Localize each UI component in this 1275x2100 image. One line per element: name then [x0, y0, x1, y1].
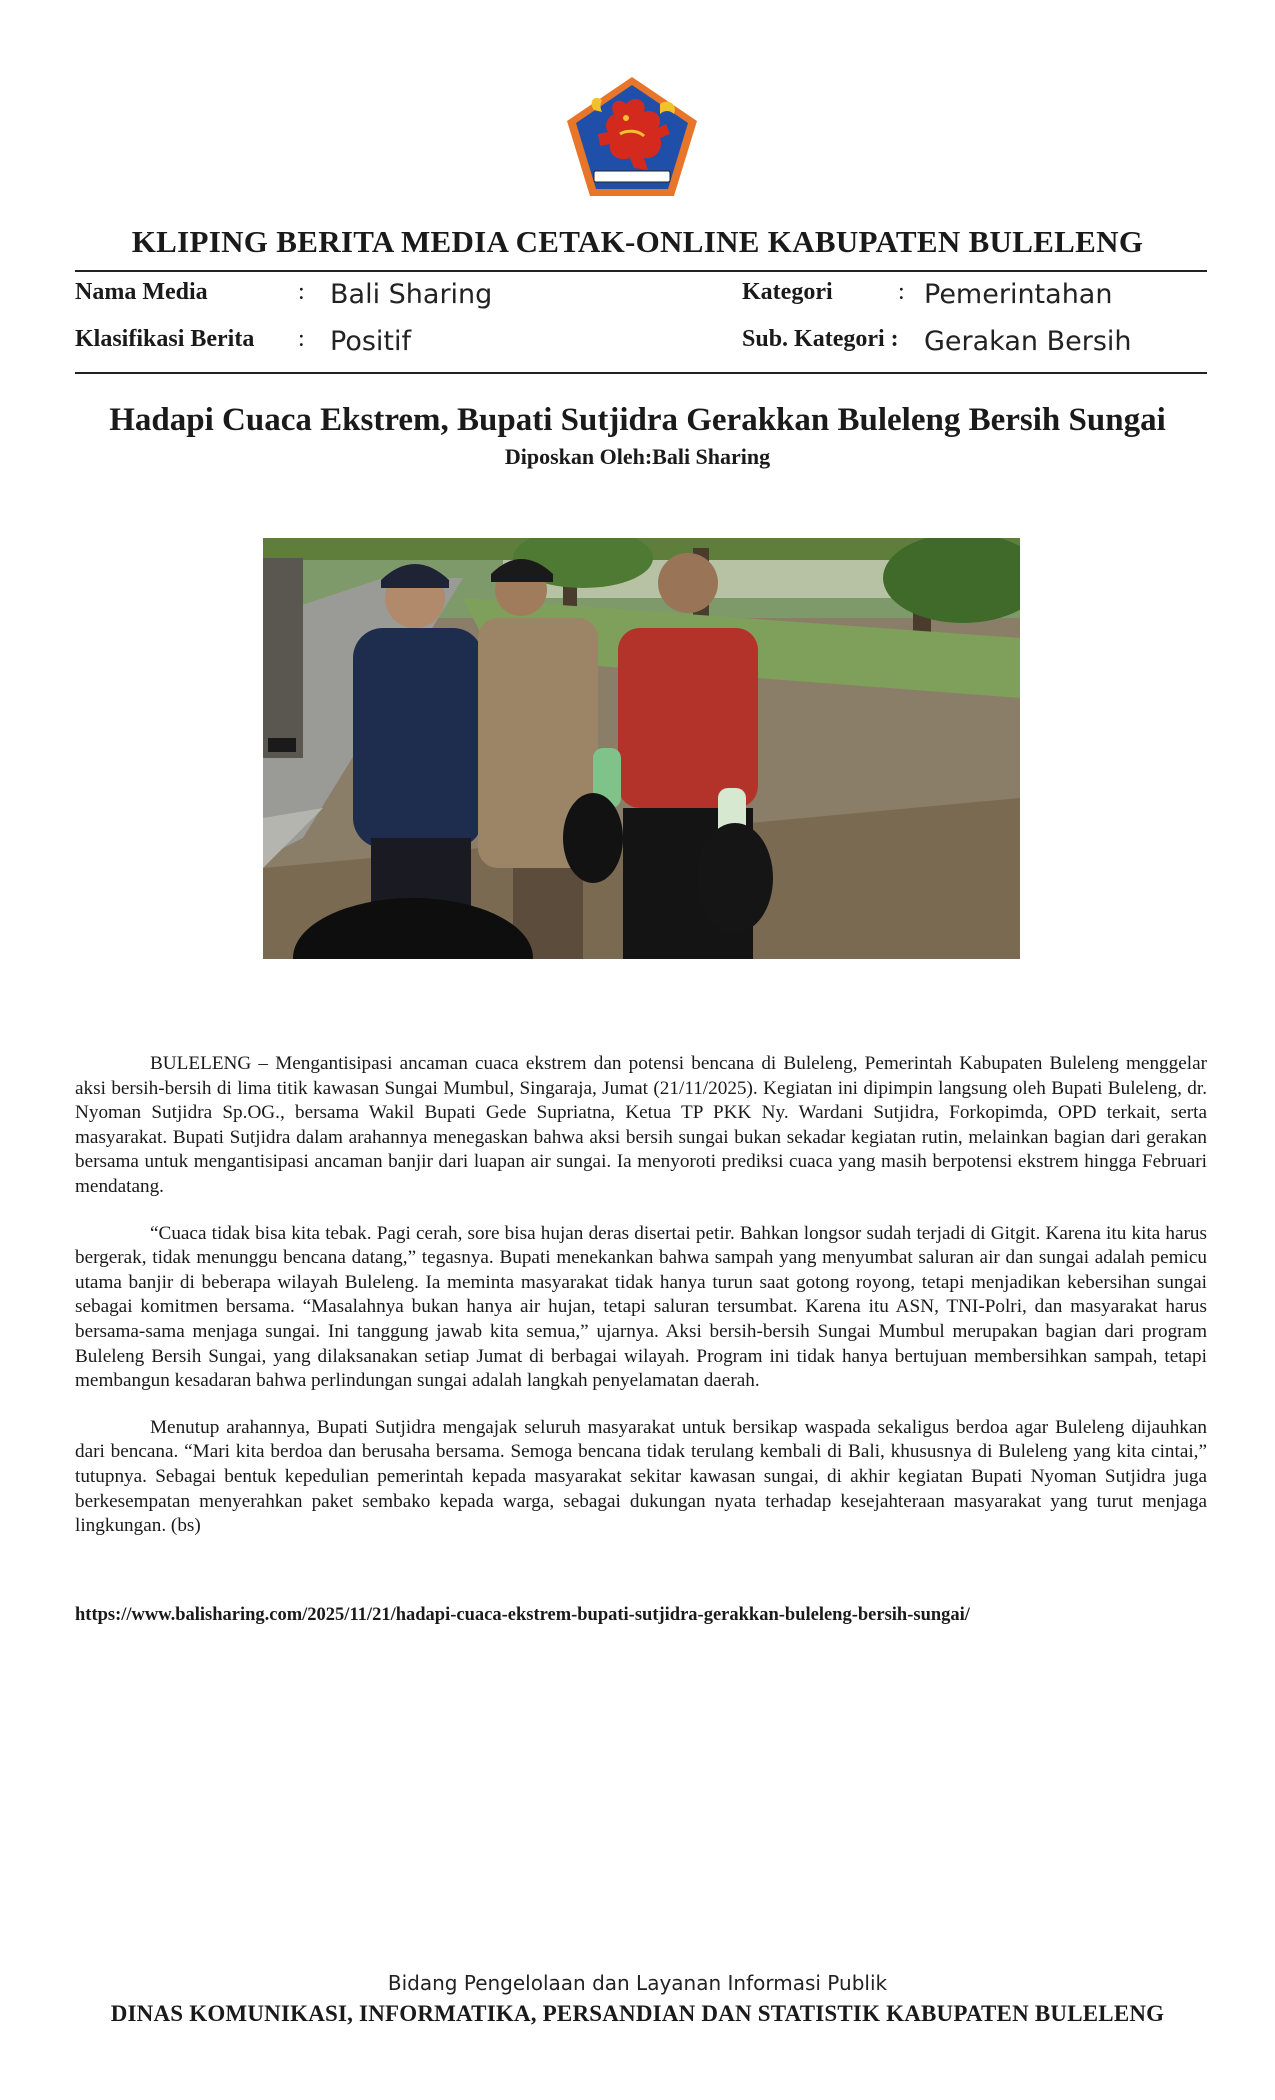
klasifikasi-colon: : — [298, 326, 305, 352]
klasifikasi-value: Positif — [330, 326, 411, 357]
header-title: KLIPING BERITA MEDIA CETAK-ONLINE KABUPATEN BULELENG — [131, 224, 1144, 259]
buleleng-emblem-logo — [564, 74, 700, 200]
article-paragraph: BULELENG – Mengantisipasi ancaman cuaca ekstrem dan potensi bencana di Buleleng, Pemerintah Kabupaten Buleleng menggelar aksi bersih-bersih di lima titik kawasan Sungai Mumbul, Singaraja, Jumat (21/11/2025). Kegiatan ini dipimpin langsung oleh Bupati Buleleng, dr. Nyoman Sutjidra Sp.OG., bersama Wakil Bupati Gede Supriatna, Ketua TP PKK Ny. Wardani Sutjidra, Forkopimda, OPD terkait, serta masyarakat. Bupati Sutjidra dalam arahannya menegaskan bahwa aksi bersih sungai bukan sekadar kegiatan rutin, melainkan bagian dari gerakan bersama untuk mengantisipasi ancaman banjir dari luapan air sungai. Ia menyoroti prediksi cuaca yang masih berpotensi ekstrem hingga Februari mendatang. — [75, 1053, 1207, 1197]
media-label: Nama Media — [75, 279, 208, 305]
media-value: Bali Sharing — [330, 279, 493, 310]
emblem-svg — [564, 74, 700, 200]
article-paragraph: Menutup arahannya, Bupati Sutjidra mengajak seluruh masyarakat untuk bersikap waspada sekaligus berdoa agar Buleleng dijauhkan dari bencana. “Mari kita berdoa dan berusaha bersama. Semoga bencana tidak terulang kembali di Bali, khususnya di Buleleng yang kita cintai,” tutupnya. Sebagai bentuk kepedulian pemerintah kepada masyarakat sekitar kawasan sungai, di akhir kegiatan Bupati Nyoman Sutjidra juga berkesempatan menyerahkan paket sembako kepada warga, sebagai dukungan nyata terhadap kesejahteraan masyarakat yang turut menjaga lingkungan. (bs) — [75, 1416, 1207, 1537]
kategori-colon: : — [898, 279, 905, 305]
kategori-label: Kategori — [742, 279, 833, 305]
footer-title: DINAS KOMUNIKASI, INFORMATIKA, PERSANDIAN DAN STATISTIK KABUPATEN BULELENG — [110, 2001, 1165, 2026]
subkategori-label: Sub. Kategori : — [742, 326, 899, 352]
bottom-divider — [75, 372, 1207, 374]
top-divider — [75, 270, 1207, 272]
footer-subtitle: Bidang Pengelolaan dan Layanan Informasi Publik — [387, 1971, 888, 1995]
klasifikasi-label: Klasifikasi Berita — [75, 326, 255, 352]
article-paragraph: “Cuaca tidak bisa kita tebak. Pagi cerah, sore bisa hujan deras disertai petir. Bahkan longsor sudah terjadi di Gitgit. Karena itu kita harus bergerak, tidak menunggu bencana datang,” tegasnya. Bupati menekankan bahwa sampah yang menyumbat saluran air dan sungai adalah pemicu utama banjir di beberapa wilayah Buleleng. Ia meminta masyarakat tidak hanya turun saat gotong royong, tetapi menjadikan kebersihan sungai sebagai komitmen bersama. “Masalahnya bukan hanya air hujan, tetapi saluran tersumbat. Karena itu ASN, TNI-Polri, dan masyarakat harus bersama-sama menjaga sungai. Ini tanggung jawab kita semua,” ujarnya. Aksi bersih-bersih Sungai Mumbul merupakan bagian dari program Buleleng Bersih Sungai, yang dilaksanakan setiap Jumat di berbagai wilayah. Program ini tidak hanya bertujuan membersihkan sampah, tetapi membangun kesadaran bahwa perlindungan sungai adalah langkah penyelamatan daerah. — [75, 1222, 1207, 1392]
photo-illustration — [263, 538, 1020, 959]
article-headline: Hadapi Cuaca Ekstrem, Bupati Sutjidra Gerakkan Buleleng Bersih Sungai — [109, 402, 1166, 438]
source-url-link[interactable]: https://www.balisharing.com/2025/11/21/hadapi-cuaca-ekstrem-bupati-sutjidra-gerakkan-buleleng-bersih-sungai/ — [75, 1605, 970, 1625]
kategori-value: Pemerintahan — [924, 279, 1113, 310]
subkategori-value: Gerakan Bersih — [924, 326, 1132, 357]
article-byline: Diposkan Oleh:Bali Sharing — [504, 444, 771, 469]
article-body — [75, 1052, 1207, 1561]
media-colon: : — [298, 279, 305, 305]
article-photo — [263, 538, 1020, 959]
